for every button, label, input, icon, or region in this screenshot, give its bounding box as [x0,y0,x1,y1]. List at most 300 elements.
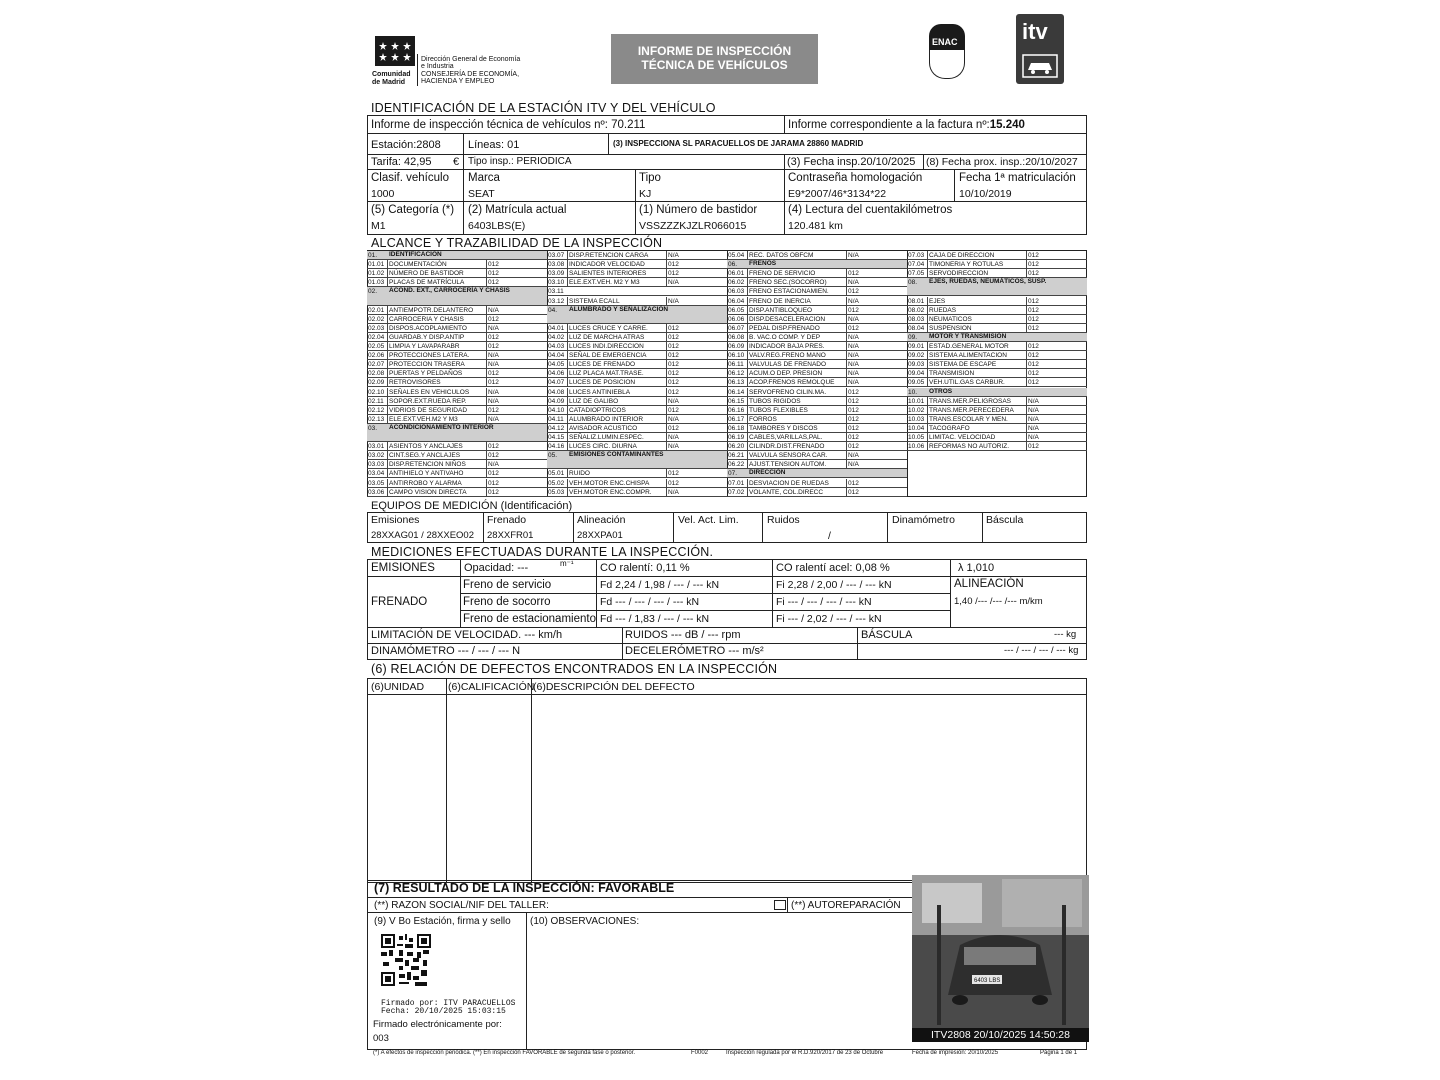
bastidor-value: VSSZZZKJZLR066015 [639,220,747,232]
alcance-item: RUEDAS [929,306,957,314]
alcance-row [367,342,547,351]
alcance-item: DISP.RETENCION NIÑOS [389,461,466,469]
opacidad: Opacidad: --- [464,562,529,574]
alcance-code: 06.15 [728,397,745,405]
alcance-code: 07.03 [908,252,925,259]
alcance-value: 012 [848,306,859,314]
alcance-code: 06.07 [728,324,745,332]
alcance-value: 012 [1028,324,1039,332]
alcance-value: 012 [1028,297,1039,305]
alcance-row [907,251,1087,260]
equipo-frenado-value: 28XXFR01 [487,530,534,541]
alcance-item: TRANS.MER.PERECEDERA [929,406,1014,414]
alcance-code: 06.14 [728,388,745,396]
defectos-col-calif: (6)CALIFICACIÓN [448,681,535,693]
freno-servicio-label: Freno de servicio [463,579,552,591]
alcance-row [547,388,727,397]
car-icon [1022,54,1058,78]
alcance-row [367,351,547,360]
alcance-row [547,333,727,342]
alcance-code: 10. [908,388,918,396]
alcance-value: 012 [488,270,499,278]
km-label: (4) Lectura del cuentakilómetros [788,204,953,216]
alcance-row [727,469,907,478]
alcance-code: 04.09 [548,397,565,405]
alcance-row [547,260,727,269]
alcance-row [907,278,1087,296]
inspection-report [367,14,1089,1074]
alcance-value: N/A [668,443,679,451]
categoria-label: (5) Categoría (*) [371,204,455,216]
footer-regulada: Inspección regulada por el R.D.920/2017 de 23 de Octubre [726,1050,884,1056]
fi-servicio: Fi 2,28 / 2,00 / --- / --- kN [776,579,892,591]
alcance-value: 012 [668,352,679,360]
alcance-code: 07.04 [908,261,925,269]
alcance-code: 06.17 [728,415,745,423]
alcance-row [367,460,547,469]
alcance-row [367,397,547,406]
alcance-value: 012 [848,288,859,296]
alcance-item: PUERTAS Y PELDAÑOS [389,370,463,378]
med-frenado-label: FRENADO [371,596,428,608]
alcance-row [907,360,1087,369]
alcance-item: LUCES CIRC. DIURNA [569,443,637,451]
alcance-row [547,324,727,333]
alcance-value: 012 [668,343,679,350]
alcance-item: TRANS.MER.PELIGROSAS [929,397,1011,405]
alcance-code: 02.09 [368,379,385,387]
alcance-value: 012 [488,261,499,269]
alcance-item: SOPOR.EXT.RUEDA REP. [389,397,467,405]
alcance-value: 012 [668,406,679,414]
alcance-code: 06.18 [728,424,745,432]
alcance-value: N/A [848,461,859,469]
alcance-code: 04.12 [548,424,565,432]
alcance-row [727,424,907,433]
alcance-code: 02.13 [368,415,385,423]
equipo-alineacion-value: 28XXPA01 [577,530,623,541]
itv-label: itv [1022,19,1048,44]
resultado-title: (7) RESULTADO DE LA INSPECCIÓN: FAVORABLE [374,881,675,895]
alcance-item: LUCES INDI.DIRECCION [569,343,644,350]
alcance-value: N/A [848,343,859,350]
alcance-item: TIMONERIA Y ROTULAS [929,261,1004,269]
alcance-row [367,260,547,269]
alcance-value: N/A [668,297,679,305]
alcance-item: ACUM.O DEP. PRESION [749,370,823,378]
alcance-value: 012 [848,270,859,278]
factura-label: Informe correspondiente a la factura nº: [788,119,990,131]
alcance-item: GUARDAB.Y DISP.ANTIP [389,333,465,341]
alcance-code: 04.02 [548,333,565,341]
alcance-item: EMISIONES CONTAMINANTES [569,451,664,459]
alcance-item: LUZ DE MARCHA ATRAS [569,333,645,341]
alcance-code: 03.11 [548,288,564,296]
ruidos: RUIDOS --- dB / --- rpm [625,629,741,641]
alcance-code: 03.02 [368,452,385,460]
alcance-row [907,297,1087,306]
alcance-row [547,406,727,415]
alcance-value: 012 [668,370,679,378]
alcance-value: N/A [848,333,859,341]
factura-value: 15.240 [989,119,1025,131]
alcance-value: N/A [1028,415,1039,423]
alcance-item: RETROVISORES [389,379,441,387]
org-line-1: Dirección General de Economía [421,56,521,63]
fd-servicio: Fd 2,24 / 1,98 / --- / --- kN [600,579,720,591]
tarifa: Tarifa: 42,95 [371,156,432,168]
alcance-value: 012 [848,415,859,423]
alcance-item: VIDRIOS DE SEGURIDAD [389,406,468,414]
categoria-value: M1 [371,220,386,232]
alcance-item: OTROS [929,387,953,395]
equipos-section-title: EQUIPOS DE MEDICIÓN (Identificación) [371,500,573,512]
alcance-code: 01. [368,252,378,259]
alcance-row [547,488,727,497]
alcance-item: SEÑALES EN VEHICULOS [389,388,470,396]
alcance-code: 03.10 [548,279,565,287]
alcance-code: 07. [728,470,738,478]
alcance-code: 04.10 [548,406,565,414]
itv-logo [1016,14,1064,84]
dinamometro: DINAMÓMETRO --- / --- / --- N [371,645,521,657]
alcance-item: PROTECCION TRASERA [389,361,465,369]
alcance-item: DIRECCIÓN [749,469,786,477]
alcance-item: CATADIOPTRICOS [569,406,626,414]
alcance-row [547,397,727,406]
alcance-code: 01.02 [368,270,385,278]
alcance-code: 08.03 [908,315,925,323]
alcance-row [367,306,547,315]
alcance-item: LIMPIA Y LAVAPARABR [389,343,460,350]
alcance-row [907,388,1087,397]
equipo-ruidos-value: / [828,530,831,542]
observaciones-label: (10) OBSERVACIONES: [530,916,640,927]
report-title-line-2: TÉCNICA DE VEHÍCULOS [641,58,788,72]
alcance-value: 012 [1028,361,1039,369]
alcance-value: N/A [848,370,859,378]
alcance-item: VEH.MOTOR ENC.COMPR. [569,488,652,496]
alcance-item: NÚMERO DE BASTIDOR [389,270,464,278]
alcance-item: ASIENTOS Y ANCLAJES [389,443,463,451]
alcance-row [367,251,547,260]
alcance-item: FRENO DE SERVICIO [749,270,816,278]
alcance-code: 02.07 [368,361,385,369]
alcance-row [907,306,1087,315]
opacidad-unit: m⁻¹ [560,559,574,568]
deceler-value: --- / --- / --- / --- kg [1004,645,1079,656]
alcance-item: SALIENTES INTERIORES [569,270,647,278]
informe-number [371,120,645,132]
alcance-row [907,406,1087,415]
equipo-emisiones-value: 28XXAG01 / 28XXEO02 [371,530,474,541]
equipo-velact-label: Vel. Act. Lim. [678,514,739,526]
bascula-label: BÁSCULA [861,629,913,641]
alcance-item: REFORMAS NO AUTORIZ. [929,443,1010,451]
alcance-row [547,469,727,478]
alcance-code: 03.01 [368,443,385,451]
alcance-value: 012 [848,388,859,396]
alcance-item: NEUMATICOS [929,315,972,323]
alcance-row [907,442,1087,451]
footer-nota: (*) A efectos de inspección periódica. (**) En inspección FAVORABLE de segunda fase o posterior. [373,1050,636,1056]
alcance-row [907,415,1087,424]
alcance-row [547,297,727,306]
informe-value: 70.211 [611,119,646,131]
alcance-item: ANTIEMPOTR.DELANTERO [389,306,474,314]
alcance-value: 012 [1028,252,1039,259]
alcance-code: 02.02 [368,315,385,323]
alcance-row [727,451,907,460]
equipo-dinamometro-label: Dinamómetro [892,514,956,526]
org-line-2: e Industria [421,63,454,70]
alcance-code: 02.06 [368,352,385,360]
alcance-row [727,488,907,497]
alcance-row [727,406,907,415]
enac-logo [927,24,967,84]
alcance-item: EJES [929,297,946,305]
station-name: (3) INSPECCIONA SL PARACUELLOS DE JARAMA 28860 MADRID [613,139,864,148]
alcance-row [727,324,907,333]
alcance-item: CABLES,VARILLAS,PAL. [749,434,823,441]
alcance-value: 012 [668,270,679,278]
alcance-item: TAMBORES Y DISCOS [749,424,818,432]
alcance-item: SEÑAL DE EMERGENCIA [569,352,647,360]
firmado-elec: Firmado electrónicamente por: [373,1019,502,1030]
alcance-item: LUCES ANTINIEBLA [569,388,631,396]
alcance-item: FORROS [749,415,777,423]
alcance-value: N/A [1028,434,1039,441]
alcance-row [907,378,1087,387]
alcance-code: 01.03 [368,279,385,287]
equipo-bascula-label: Báscula [986,514,1024,526]
alcance-row [727,442,907,451]
marca-value: SEAT [468,188,495,200]
alcance-item: FRENO ESTACIONAMIEN. [749,288,829,296]
alcance-item: INDICADOR BAJA PRES. [749,343,825,350]
lambda: λ 1,010 [958,562,995,574]
alcance-row [727,260,907,269]
alcance-item: VEH.MOTOR ENC.CHISPA [569,479,650,487]
alcance-value: 012 [488,479,499,487]
alcance-code: 01.01 [368,261,385,269]
alcance-code: 10.01 [908,397,925,405]
alcance-item: CINT.SEG.Y ANCLAJES [389,452,461,460]
alcance-value: 012 [1028,379,1039,387]
alcance-code: 03.06 [368,488,385,496]
alcance-row [907,342,1087,351]
alcance-value: N/A [488,352,499,360]
alcance-item: ELE.EXT.VEH.M2 Y M3 [389,415,458,423]
alcance-code: 07.02 [728,488,745,496]
alcance-value: 012 [668,479,679,487]
alcance-value: 012 [848,479,859,487]
alcance-item: ALUMBRADO INTERIOR [569,415,644,423]
alcance-code: 06.13 [728,379,745,387]
plate-text: 6403 LBS [974,978,1001,984]
matricula-label: (2) Matrícula actual [468,204,567,216]
alcance-code: 10.03 [908,415,925,423]
alcance-code: 08.04 [908,324,925,332]
alcance-item: ALUMBRADO Y SEÑALIZACIÓN [569,305,669,313]
alcance-code: 06.02 [728,279,745,287]
clasif-value: 1000 [371,188,395,200]
alcance-item: SERVODIRECCION [929,270,989,278]
fecha-prox: (8) Fecha prox. insp.:20/10/2027 [926,156,1078,168]
alcance-code: 06.20 [728,443,745,451]
alcance-code: 08.02 [908,306,925,314]
alcance-item: LUCES DE POSICION [569,379,636,387]
alcance-row [727,278,907,287]
alcance-code: 07.05 [908,270,925,278]
alcance-item: DOCUMENTACIÓN [389,261,447,269]
alcance-code: 09.05 [908,379,925,387]
alcance-row [367,388,547,397]
report-title-line-1: INFORME DE INSPECCIÓN [637,44,792,58]
alcance-row [727,360,907,369]
alcance-code: 03.07 [548,252,565,259]
alcance-row [367,451,547,460]
alcance-item: TUBOS RIGIDOS [749,397,801,405]
alcance-row [727,287,907,296]
alcance-value: N/A [668,488,679,496]
alcance-row [367,269,547,278]
alcance-item: LUZ DE GALIBO [569,397,619,405]
alcance-row [547,278,727,287]
alcance-row [547,369,727,378]
alcance-value: 012 [848,434,859,441]
euro-sign: € [453,156,460,168]
equipo-emisiones-label: Emisiones [371,514,420,526]
alcance-code: 04.08 [548,388,565,396]
alcance-value: N/A [668,397,679,405]
alcance-item: REC. DATOS OBFCM [749,252,814,259]
alcance-code: 05.03 [548,488,565,496]
alineacion-value: 1,40 /--- /--- /--- m/km [954,596,1043,607]
defectos-col-unidad: (6)UNIDAD [371,681,425,693]
alcance-value: N/A [488,306,499,314]
alcance-row [727,415,907,424]
report-title-box [611,34,818,84]
ident-section-title: IDENTIFICACIÓN DE LA ESTACIÓN ITV Y DEL VEHÍCULO [371,101,716,115]
alcance-item: INDICADOR VELOCIDAD [569,261,645,269]
clasif-label: Clasif. vehículo [371,172,449,184]
alcance-item: SISTEMA ALIMENTACION [929,352,1007,360]
tipo-value: KJ [639,188,652,200]
km-value: 120.481 km [788,220,843,232]
alcance-value: 012 [1028,352,1039,360]
alcance-code: 06.19 [728,434,745,441]
alcance-value: N/A [488,415,499,423]
alcance-row [907,324,1087,333]
alcance-code: 03. [368,424,378,432]
alcance-row [727,397,907,406]
alcance-row [367,469,547,478]
fecha-firma: Fecha: 20/10/2025 15:03:15 [381,1007,506,1016]
alcance-code: 05.02 [548,479,565,487]
alcance-item: ACOP.FRENOS REMOLQUE [749,379,835,387]
alcance-item: TUBOS FLEXIBLES [749,406,808,414]
alcance-value: N/A [488,324,499,332]
photo-caption: ITV2808 20/10/2025 14:50:28 [912,1028,1089,1042]
alcance-item: CARROCERIA Y CHASIS [389,315,464,323]
alcance-code: 02.11 [368,397,384,405]
alcance-item: ANTIHIELO Y ANTIVAHO [389,470,464,478]
matricula-value: 6403LBS(E) [468,220,526,232]
alcance-value: 012 [848,406,859,414]
alcance-code: 02.12 [368,406,385,414]
alcance-code: 05.01 [548,470,565,478]
alcance-value: 012 [1028,443,1039,451]
autorep-checkbox [774,900,786,910]
alcance-value: N/A [1028,424,1039,432]
alcance-value: N/A [488,388,499,396]
alcance-code: 08. [908,279,918,287]
alcance-row [907,397,1087,406]
alcance-item: SEÑALIZ.LUMIN.ESPEC. [569,434,644,441]
alcance-row [907,433,1087,442]
alcance-row [547,269,727,278]
alcance-row [547,342,727,351]
alcance-code: 04.16 [548,443,565,451]
decelerometro: DECELERÓMETRO --- m/s² [625,645,764,657]
alcance-item: SISTEMA DE ESCAPE [929,361,997,369]
alcance-value: 012 [668,361,679,369]
alcance-item: FRENO SEC.(SOCORRO) [749,279,827,287]
fi-estac: Fi --- / 2,02 / --- / --- kN [776,613,882,625]
alcance-code: 04. [548,306,558,314]
vehicle-photo [912,875,1089,1042]
alcance-value: 012 [488,343,499,350]
alcance-row [727,351,907,360]
alcance-code: 10.04 [908,424,925,432]
alcance-value: N/A [1028,397,1039,405]
alcance-value: 012 [488,470,499,478]
alcance-value: N/A [848,352,859,360]
alcance-code: 05. [548,452,558,460]
alcance-row [547,378,727,387]
fecha-mat-label: Fecha 1ª matriculación [959,172,1076,184]
alcance-value: 012 [488,443,499,451]
alcance-value: 012 [488,333,499,341]
alcance-code: 03.03 [368,461,385,469]
alcance-value: N/A [848,252,859,259]
alcance-value: 012 [1028,370,1039,378]
equipo-frenado-label: Frenado [487,514,527,526]
alcance-item: LUCES DE FRENADO [569,361,636,369]
alcance-item: ACOND. EXT., CARROCERÍA Y CHASIS [389,287,510,295]
alcance-code: 06. [728,261,738,269]
alcance-item: TACOGRAFO [929,424,970,432]
logo-text: Comunidad de Madrid [372,71,411,86]
freno-estac-label: Freno de estacionamiento [463,613,596,625]
alcance-code: 06.05 [728,306,745,314]
alcance-code: 06.06 [728,315,745,323]
alcance-value: 012 [488,406,499,414]
lineas: Líneas: 01 [468,139,520,151]
alcance-code: 03.08 [548,261,565,269]
alcance-row [547,251,727,260]
alcance-value: 012 [1028,261,1039,269]
alcance-item: DISP.RETENCION CARGA [569,252,649,259]
alcance-item: ELE.EXT.VEH. M2 Y M3 [569,279,640,287]
alcance-value: N/A [848,452,859,460]
alcance-code: 04.11 [548,415,564,423]
alcance-code: 06.16 [728,406,745,414]
org-line-4: HACIENDA Y EMPLEO [421,78,495,85]
alcance-code: 02.04 [368,333,385,341]
vbo-label: (9) V Bo Estación, firma y sello [374,916,511,927]
